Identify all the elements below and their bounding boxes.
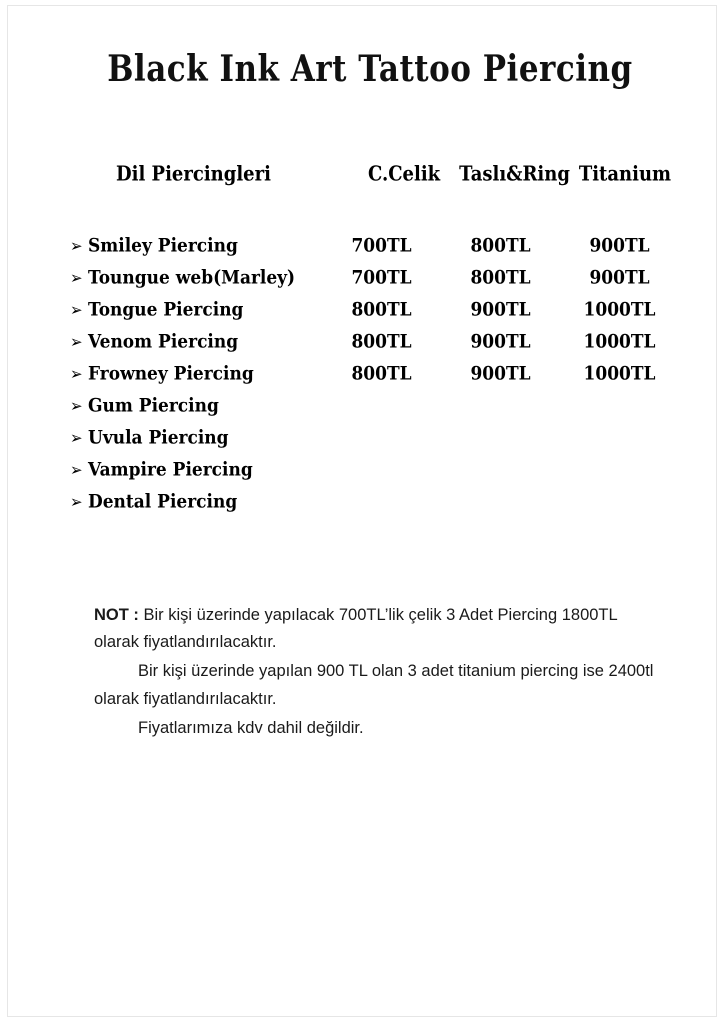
row-label: Smiley Piercing — [88, 234, 238, 258]
row-price-titanium: 1000TL — [583, 298, 656, 322]
note-label: NOT : — [94, 606, 139, 624]
note-section — [94, 602, 664, 742]
table-row — [70, 236, 680, 268]
bullet-icon: ➢ — [70, 491, 83, 513]
row-price-tasli: 900TL — [470, 298, 531, 322]
table-row — [70, 396, 680, 428]
row-label: Frowney Piercing — [88, 362, 254, 386]
paper-sheet — [8, 6, 716, 1016]
table-row — [70, 300, 680, 332]
row-price-titanium: 900TL — [589, 266, 650, 290]
table-row — [70, 492, 680, 524]
row-label: Venom Piercing — [88, 330, 239, 354]
table-header-row — [70, 164, 680, 210]
table-row — [70, 428, 680, 460]
row-price-titanium: 1000TL — [583, 330, 656, 354]
row-price-tasli: 800TL — [470, 234, 531, 258]
row-label: Tongue Piercing — [88, 298, 244, 322]
bullet-icon: ➢ — [70, 235, 83, 257]
row-price-celik: 700TL — [351, 266, 412, 290]
table-row — [70, 332, 680, 364]
header-celik: C.Celik — [367, 162, 441, 187]
note-line-2: Bir kişi üzerinde yapılan 900 TL olan 3 adet titanium piercing ise 2400tl olarak fiyatlandırılacaktır. — [94, 662, 654, 708]
row-price-celik: 800TL — [351, 330, 412, 354]
row-price-celik: 800TL — [351, 298, 412, 322]
bullet-icon: ➢ — [70, 331, 83, 353]
bullet-icon: ➢ — [70, 395, 83, 417]
row-price-celik: 800TL — [351, 362, 412, 386]
header-titanium: Titanium — [578, 162, 672, 187]
table-row — [70, 268, 680, 300]
bullet-icon: ➢ — [70, 363, 83, 385]
row-price-tasli: 900TL — [470, 362, 531, 386]
row-label: Gum Piercing — [88, 394, 219, 418]
bullet-icon: ➢ — [70, 299, 83, 321]
row-label: Uvula Piercing — [88, 426, 229, 450]
row-label: Toungue web(Marley) — [88, 266, 296, 290]
header-service: Dil Piercingleri — [116, 162, 271, 187]
row-price-titanium: 1000TL — [583, 362, 656, 386]
row-price-tasli: 900TL — [470, 330, 531, 354]
page-title: Black Ink Art Tattoo Piercing — [107, 48, 633, 91]
row-price-titanium: 900TL — [589, 234, 650, 258]
table-row — [70, 364, 680, 396]
table-row — [70, 460, 680, 492]
price-table — [70, 164, 680, 524]
header-tasli-ring: Taslı&Ring — [459, 162, 570, 187]
bullet-icon: ➢ — [70, 459, 83, 481]
note-line-3: Fiyatlarımıza kdv dahil değildir. — [138, 718, 364, 737]
row-label: Dental Piercing — [88, 490, 238, 514]
row-price-celik: 700TL — [351, 234, 412, 258]
bullet-icon: ➢ — [70, 427, 83, 449]
row-label: Vampire Piercing — [88, 458, 253, 482]
row-price-tasli: 800TL — [470, 266, 531, 290]
bullet-icon: ➢ — [70, 267, 83, 289]
note-line-1: Bir kişi üzerinde yapılacak 700TL’lik çelik 3 Adet Piercing 1800TL olarak fiyatlandırılacaktır. — [94, 606, 618, 652]
